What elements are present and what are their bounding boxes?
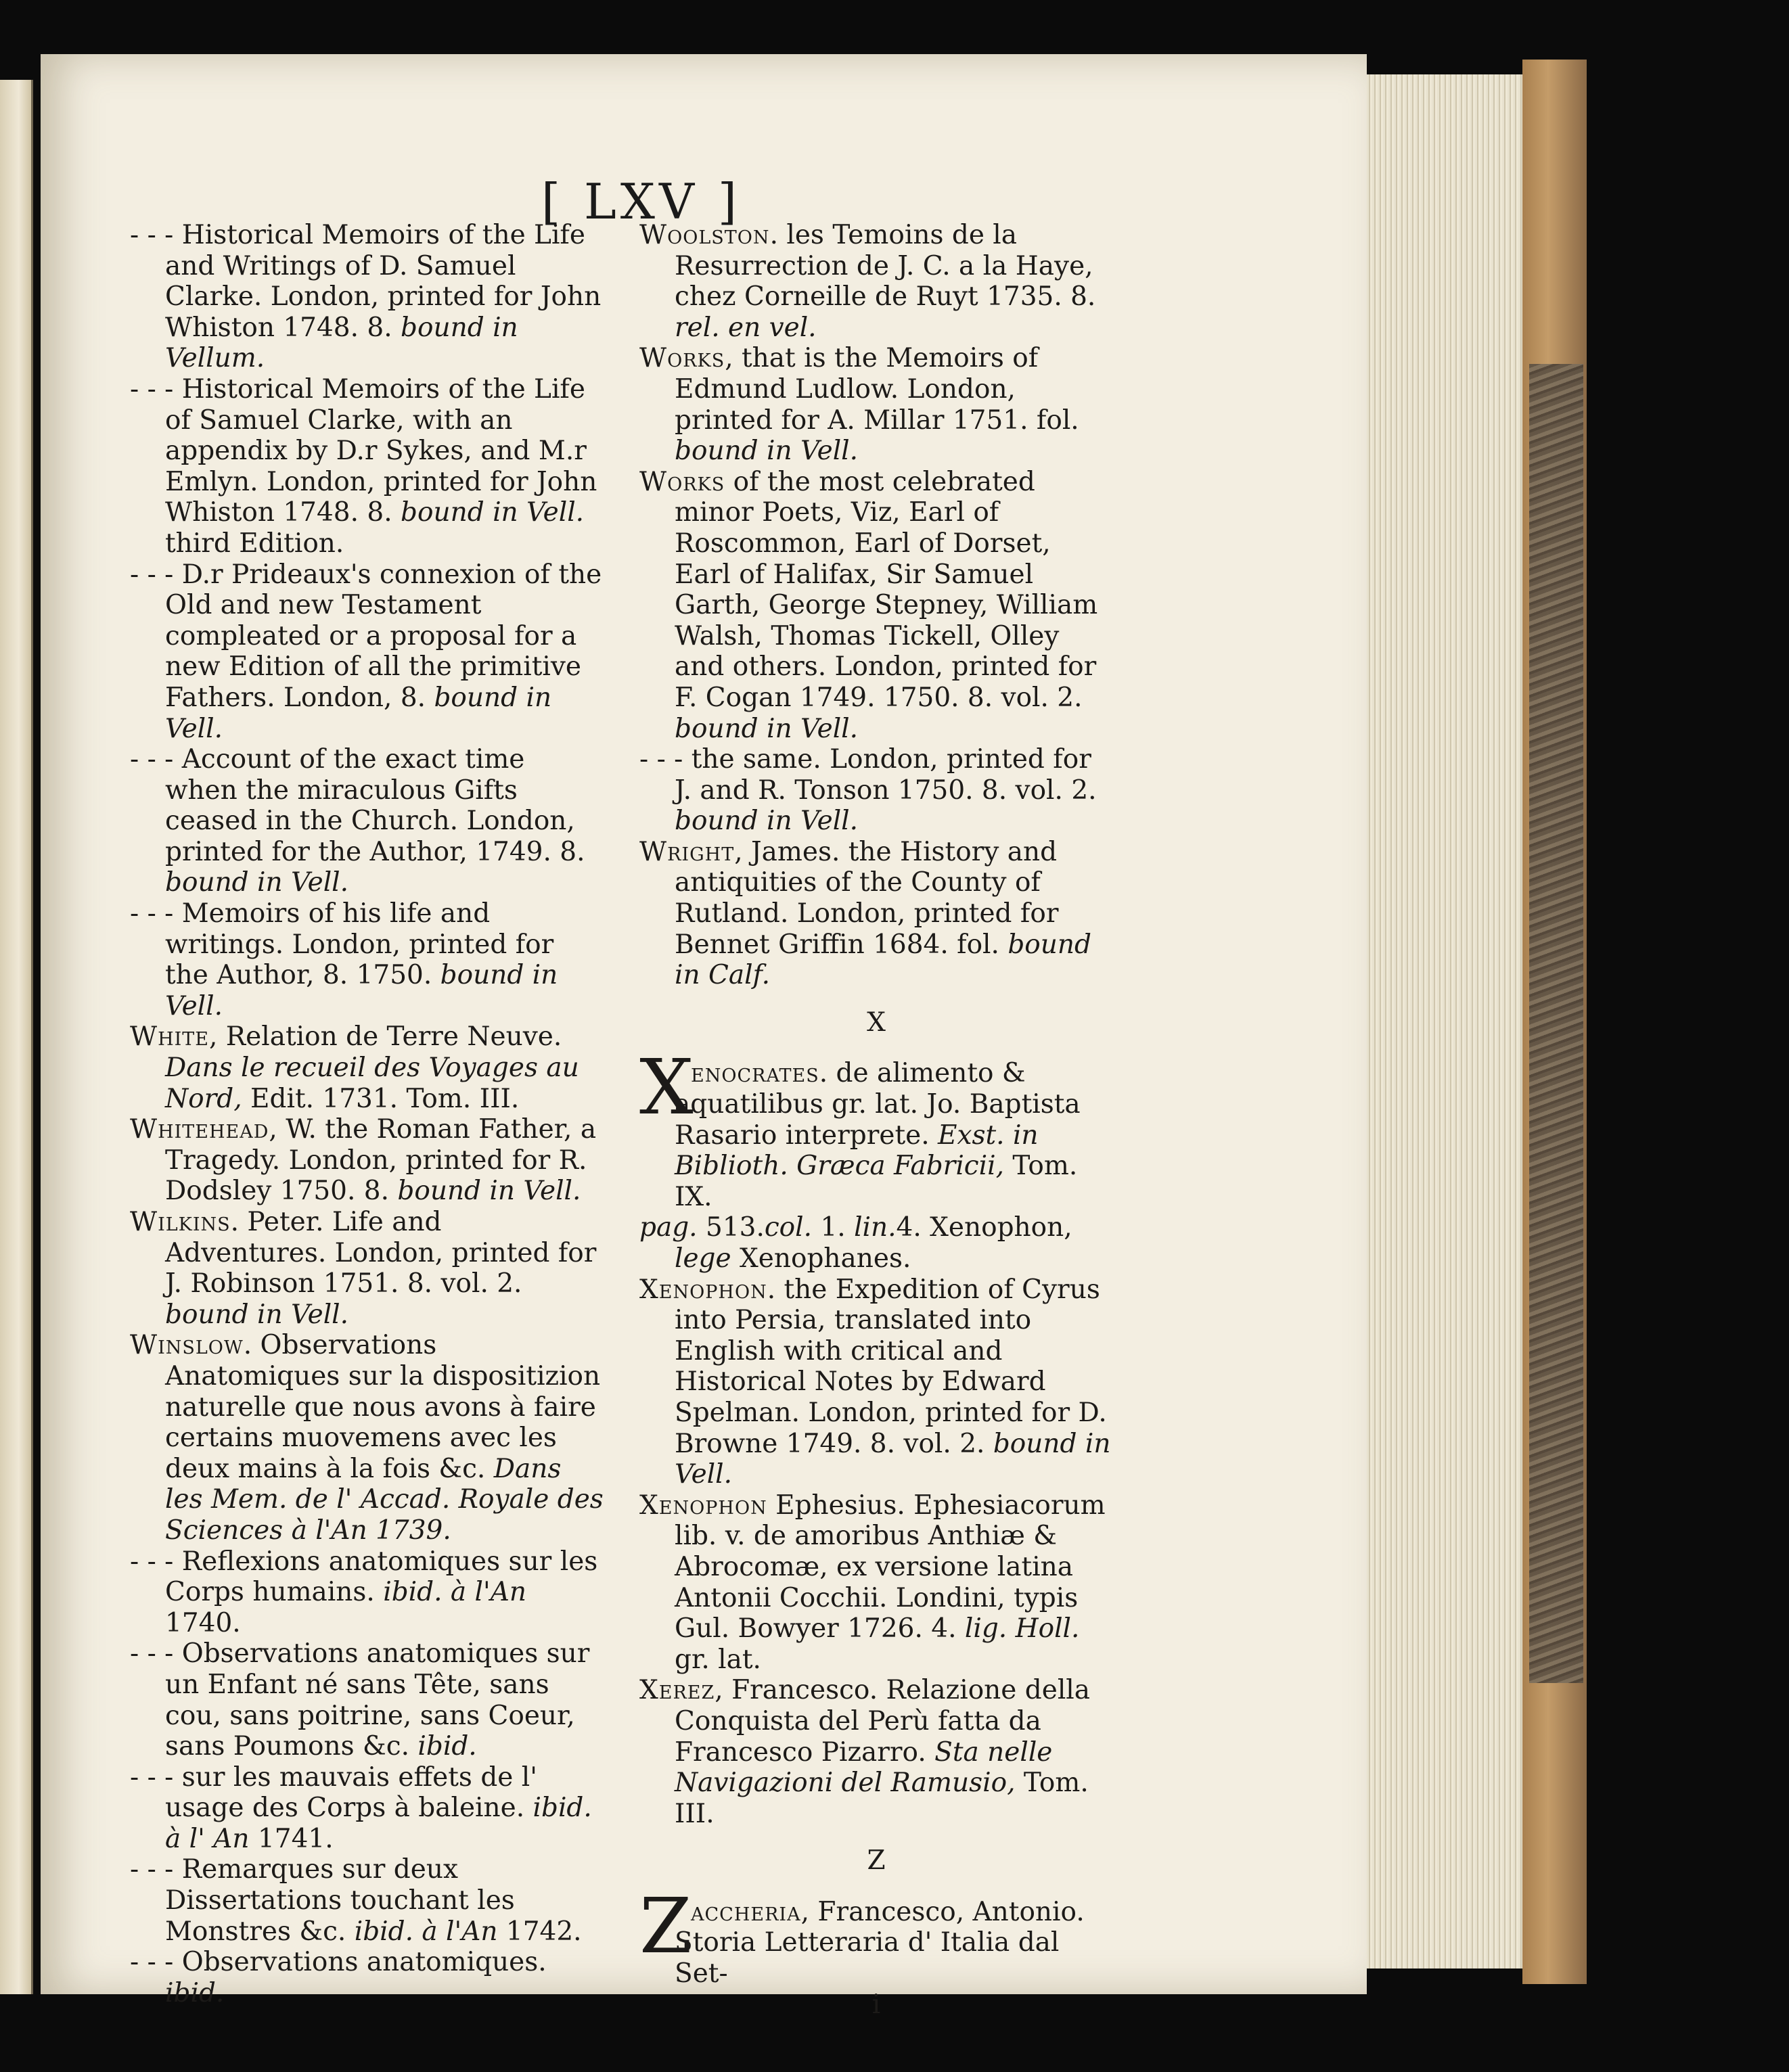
section-heading-z: Z <box>867 1845 886 1877</box>
entry: - - - D.r Prideaux's connexion of the Old and new Testament compleated or a proposal for a new Edition of all the primitive Fathers. London, 8. bound in Vell. <box>130 559 602 744</box>
entry: Works of the most celebrated minor Poets, Viz, Earl of Roscommon, Earl of Dorset, Earl of Halifax, Sir Samuel Garth, George Stepney, William Walsh, Thomas Tickell, Olley and others. London, printed for F. Cogan 1749. 1750. 8. vol. 2. bound in Vell. <box>639 466 1098 744</box>
section-heading-x: X <box>867 1007 886 1038</box>
entry: Whitehead, W. the Roman Father, a Tragedy. London, printed for R. Dodsley 1750. 8. bound in Vell. <box>130 1114 597 1207</box>
entry-xenocrates: X enocrates. de alimento & aquatilibus gr. lat. Jo. Baptista Rasario interprete. Exst. in Biblioth. Græca Fabricii, Tom. IX. <box>639 1044 1081 1212</box>
entry: - - - Historical Memoirs of the Life and Writings of D. Samuel Clarke. London, printed for John Whiston 1748. 8. bound in Vellum. <box>130 220 602 374</box>
drop-cap: X <box>639 1044 694 1132</box>
entry: Xenophon Ephesius. Ephesiacorum lib. v. de amoribus Anthiæ & Abrocomæ, ex versione latina Antonii Cocchii. Londini, typis Gul. Bowyer 1726. 4. lig. Holl. gr. lat. <box>639 1490 1106 1675</box>
entry: - - - Reflexions anatomiques sur les Corps humains. ibid. à l'An 1740. <box>130 1546 598 1638</box>
entry: - - - Observations anatomiques sur un Enfant né sans Tête, sans cou, sans poitrine, sans Coeur, sans Poumons &c. ibid. <box>130 1638 590 1762</box>
entry: - - - Historical Memoirs of the Life of Samuel Clarke, with an appendix by D.r Sykes, and M.r Emlyn. London, printed for John Whiston 1748. 8. bound in Vell. third Edition. <box>130 373 597 559</box>
entry: - - - Remarques sur deux Dissertations touchant les Monstres &c. ibid. à l'An 1742. <box>130 1854 582 1947</box>
drop-cap: Z <box>639 1882 692 1971</box>
entry: - - - sur les mauvais effets de l' usage des Corps à baleine. ibid. à l' An 1741. <box>130 1762 592 1854</box>
catchword: i <box>871 1989 881 2020</box>
entry: Works, that is the Memoirs of Edmund Ludlow. London, printed for A. Millar 1751. fol. bound in Vell. <box>639 343 1079 467</box>
entry: - - - the same. London, printed for J. and R. Tonson 1750. 8. vol. 2. bound in Vell. <box>639 744 1097 837</box>
entry: Xenophon. the Expedition of Cyrus into Persia, translated into English with critical and Historical Notes by Edward Spelman. London, printed for D. Browne 1749. 8. vol. 2. bound in Vell. <box>639 1274 1111 1490</box>
entry: Wilkins. Peter. Life and Adventures. London, printed for J. Robinson 1751. 8. vol. 2. bound in Vell. <box>130 1207 597 1330</box>
page-number: [ LXV ] <box>541 173 742 230</box>
entry: - - - Memoirs of his life and writings. London, printed for the Author, 8. 1750. bound in Vell. <box>130 898 558 1021</box>
left-page-edge <box>0 80 33 1994</box>
entry: - - - Observations anatomiques. ibid. <box>130 1947 547 2008</box>
entry-zaccheria: Z accheria, Francesco, Antonio. Storia Letteraria d' Italia dal Set- <box>639 1882 1085 1989</box>
entry: Woolston. les Temoins de la Resurrection de J. C. a la Haye, chez Corneille de Ruyt 1735. 8. rel. en vel. <box>639 220 1096 343</box>
right-column <box>639 220 1113 2020</box>
entry: White, Relation de Terre Neuve. Dans le recueil des Voyages au Nord, Edit. 1731. Tom. III. <box>130 1021 579 1114</box>
marbled-cover <box>1529 364 1583 1683</box>
errata-note: pag. 513.col. 1. lin.4. Xenophon, lege Xenophanes. <box>639 1212 1072 1274</box>
entry: Winslow. Observations Anatomiques sur la dispositizion naturelle que nous avons à faire certains muovemens avec les deux mains à la fois &c. Dans les Mem. de l' Accad. Royale des Sciences à l'An 1739. <box>130 1330 604 1546</box>
entry: - - - Account of the exact time when the miraculous Gifts ceased in the Church. London, printed for the Author, 1749. 8. bound in Vell. <box>130 744 585 898</box>
book-cover <box>1522 60 1587 1984</box>
entry: Wright, James. the History and antiquities of the County of Rutland. London, printed for Bennet Griffin 1684. fol. bound in Calf. <box>639 836 1091 991</box>
entry: Xerez, Francesco. Relazione della Conquista del Perù fatta da Francesco Pizarro. Sta nelle Navigazioni del Ramusio, Tom. III. <box>639 1675 1091 1829</box>
page-edges <box>1367 74 1522 1969</box>
left-column <box>130 220 604 2008</box>
